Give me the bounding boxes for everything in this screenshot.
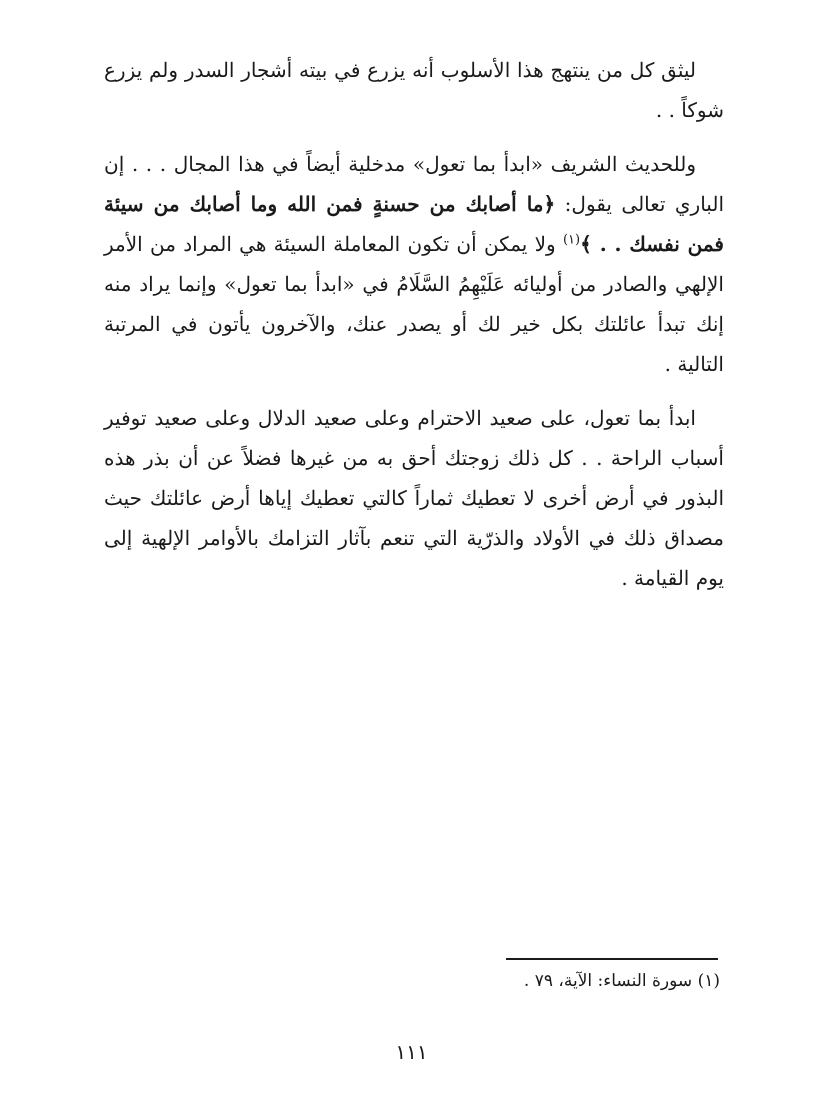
paragraph-3 [104, 398, 724, 598]
footnote: (١) سورة النساء: الآية، ٧٩ . [523, 971, 720, 991]
paragraph-2 [104, 144, 724, 384]
footnote-reference: (١) [562, 232, 581, 248]
paragraph-2-intro: وللحديث الشريف «ابدأ بما تعول» مدخلية أيضاً في هذا المجال . . . إن الباري تعالى يقول: [104, 152, 724, 216]
paragraph-1-text: ليثق كل من ينتهج هذا الأسلوب أنه يزرع في بيته أشجار السدر ولم يزرع شوكاً . . [104, 58, 724, 122]
paragraph-1 [104, 50, 724, 130]
main-text [104, 50, 724, 612]
quran-verse: ﴿ما أصابك من حسنةٍ فمن الله وما أصابك من سيئة فمن نفسك . . ﴾ [104, 192, 724, 256]
paragraph-2-rest: ولا يمكن أن تكون المعاملة السيئة هي المراد من الأمر الإلهي والصادر من أوليائه عَلَيْهِمُ السَّلَامُ في «ابدأ بما تعول» وإنما يراد منه إنك تبدأ عائلتك بكل خير لك أو يصدر عنك، والآخرون يأتون في المرتبة التالية . [104, 232, 724, 376]
footnote-divider [506, 958, 718, 960]
paragraph-3-text: ابدأ بما تعول، على صعيد الاحترام وعلى صعيد الدلال وعلى صعيد توفير أسباب الراحة . . كل ذلك زوجتك أحق به من غيرها فضلاً عن أن بذر هذه البذور في أرض أخرى لا تعطيك ثماراً كالتي تعطيك إياها أرض عائلتك حيث مصداق ذلك في الأولاد والذرّية التي تنعم بآثار التزامك بالأوامر الإلهية إلى يوم القيامة . [104, 406, 724, 590]
page-number: ١١١ [395, 1040, 428, 1064]
